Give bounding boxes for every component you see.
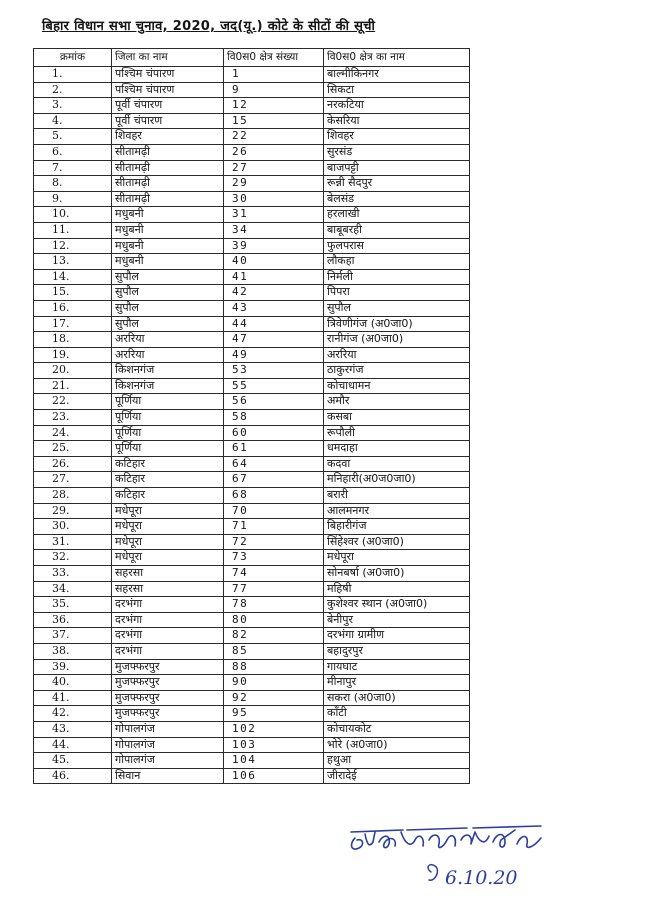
serial-cell: 12. xyxy=(34,238,112,254)
district-cell: पूर्णिया xyxy=(112,425,224,441)
constituency-name-cell: अमौर xyxy=(324,394,470,410)
constituency-name-cell: मधेपूरा xyxy=(324,550,470,566)
table-row xyxy=(34,285,470,301)
district-cell: मधुबनी xyxy=(112,222,224,238)
table-row xyxy=(34,144,470,160)
table-row xyxy=(34,628,470,644)
district-cell: मधुबनी xyxy=(112,238,224,254)
district-cell: सीतामढ़ी xyxy=(112,176,224,192)
table-row xyxy=(34,98,470,114)
constituency-name-cell: पिपरा xyxy=(324,285,470,301)
serial-cell: 25. xyxy=(34,441,112,457)
constituency-number-cell: 26 xyxy=(224,144,324,160)
constituency-number-cell: 67 xyxy=(224,472,324,488)
constituency-number-cell: 41 xyxy=(224,269,324,285)
constituency-name-cell: दरभंगा ग्रामीण xyxy=(324,628,470,644)
serial-cell: 41. xyxy=(34,690,112,706)
table-row xyxy=(34,269,470,285)
district-cell: सुपौल xyxy=(112,269,224,285)
serial-cell: 28. xyxy=(34,488,112,504)
table-row xyxy=(34,675,470,691)
constituency-name-cell: रूपौली xyxy=(324,425,470,441)
district-cell: पूर्णिया xyxy=(112,394,224,410)
constituency-number-cell: 12 xyxy=(224,98,324,114)
serial-cell: 46. xyxy=(34,768,112,784)
constituency-name-cell: नरकटिया xyxy=(324,98,470,114)
district-cell: पश्चिम चंपारण xyxy=(112,82,224,98)
table-row xyxy=(34,472,470,488)
constituency-name-cell: केसरिया xyxy=(324,113,470,129)
district-cell: गोपालगंज xyxy=(112,737,224,753)
district-cell: सीतामढ़ी xyxy=(112,144,224,160)
constituency-number-cell: 30 xyxy=(224,191,324,207)
constituency-number-cell: 85 xyxy=(224,643,324,659)
district-cell: सिवान xyxy=(112,768,224,784)
district-cell: मधेपूरा xyxy=(112,534,224,550)
constituency-number-cell: 9 xyxy=(224,82,324,98)
table-row xyxy=(34,706,470,722)
constituency-name-cell: महिषी xyxy=(324,581,470,597)
constituency-name-cell: भोरे (अ0जा0) xyxy=(324,737,470,753)
table-row xyxy=(34,332,470,348)
table-row xyxy=(34,503,470,519)
constituency-name-cell: कोचाधामन xyxy=(324,378,470,394)
constituency-name-cell: मीनापुर xyxy=(324,675,470,691)
table-row xyxy=(34,129,470,145)
serial-cell: 38. xyxy=(34,643,112,659)
district-cell: सुपौल xyxy=(112,300,224,316)
constituency-number-cell: 34 xyxy=(224,222,324,238)
serial-cell: 9. xyxy=(34,191,112,207)
district-cell: कटिहार xyxy=(112,488,224,504)
constituency-number-cell: 42 xyxy=(224,285,324,301)
district-cell: मुजफ्फरपुर xyxy=(112,659,224,675)
constituency-number-cell: 88 xyxy=(224,659,324,675)
district-cell: मुजफ्फरपुर xyxy=(112,675,224,691)
table-row xyxy=(34,191,470,207)
constituency-number-cell: 78 xyxy=(224,597,324,613)
constituency-number-cell: 15 xyxy=(224,113,324,129)
constituency-number-cell: 104 xyxy=(224,753,324,769)
constituency-name-cell: बाल्मीकिनगर xyxy=(324,67,470,83)
district-cell: गोपालगंज xyxy=(112,753,224,769)
header-constituency-number: वि0स0 क्षेत्र संख्या xyxy=(224,49,324,67)
constituency-name-cell: सकरा (अ0जा0) xyxy=(324,690,470,706)
constituency-number-cell: 27 xyxy=(224,160,324,176)
signature-date: 6.10.20 xyxy=(445,867,518,889)
constituency-name-cell: कसबा xyxy=(324,410,470,426)
constituency-name-cell: मनिहारी(अ0ज0जा0) xyxy=(324,472,470,488)
district-cell: किशनगंज xyxy=(112,378,224,394)
constituency-name-cell: रानीगंज (अ0जा0) xyxy=(324,332,470,348)
table-row xyxy=(34,581,470,597)
serial-cell: 23. xyxy=(34,410,112,426)
serial-cell: 14. xyxy=(34,269,112,285)
district-cell: सीतामढ़ी xyxy=(112,160,224,176)
table-row xyxy=(34,721,470,737)
serial-cell: 24. xyxy=(34,425,112,441)
table-body xyxy=(34,67,470,784)
constituency-name-cell: शिवहर xyxy=(324,129,470,145)
table-row xyxy=(34,176,470,192)
district-cell: सुपौल xyxy=(112,316,224,332)
constituency-number-cell: 106 xyxy=(224,768,324,784)
constituency-name-cell: बरारी xyxy=(324,488,470,504)
serial-cell: 13. xyxy=(34,254,112,270)
serial-cell: 5. xyxy=(34,129,112,145)
table-row xyxy=(34,222,470,238)
constituency-number-cell: 43 xyxy=(224,300,324,316)
constituency-name-cell: सिंहेश्वर (अ0जा0) xyxy=(324,534,470,550)
table-row xyxy=(34,238,470,254)
constituency-number-cell: 70 xyxy=(224,503,324,519)
district-cell: मधुबनी xyxy=(112,254,224,270)
constituency-name-cell: लौकहा xyxy=(324,254,470,270)
table-row xyxy=(34,768,470,784)
constituency-name-cell: आलमनगर xyxy=(324,503,470,519)
constituency-name-cell: सोनबर्षा (अ0जा0) xyxy=(324,566,470,582)
district-cell: दरभंगा xyxy=(112,612,224,628)
constituency-name-cell: काँटी xyxy=(324,706,470,722)
district-cell: शिवहर xyxy=(112,129,224,145)
serial-cell: 44. xyxy=(34,737,112,753)
constituency-number-cell: 53 xyxy=(224,363,324,379)
serial-cell: 39. xyxy=(34,659,112,675)
constituency-number-cell: 95 xyxy=(224,706,324,722)
district-cell: पूर्वी चंपारण xyxy=(112,98,224,114)
constituency-name-cell: बाजपट्टी xyxy=(324,160,470,176)
serial-cell: 27. xyxy=(34,472,112,488)
table-header-row xyxy=(34,49,470,67)
serial-cell: 11. xyxy=(34,222,112,238)
seat-list-table xyxy=(33,48,470,784)
serial-cell: 31. xyxy=(34,534,112,550)
district-cell: गोपालगंज xyxy=(112,721,224,737)
serial-cell: 19. xyxy=(34,347,112,363)
constituency-name-cell: अररिया xyxy=(324,347,470,363)
constituency-number-cell: 60 xyxy=(224,425,324,441)
constituency-number-cell: 72 xyxy=(224,534,324,550)
district-cell: मधेपूरा xyxy=(112,519,224,535)
district-cell: अररिया xyxy=(112,347,224,363)
table-row xyxy=(34,659,470,675)
table-row xyxy=(34,300,470,316)
serial-cell: 35. xyxy=(34,597,112,613)
serial-cell: 10. xyxy=(34,207,112,223)
district-cell: पूर्णिया xyxy=(112,410,224,426)
constituency-number-cell: 31 xyxy=(224,207,324,223)
serial-cell: 16. xyxy=(34,300,112,316)
table-row xyxy=(34,566,470,582)
constituency-name-cell: निर्मली xyxy=(324,269,470,285)
district-cell: मुजफ्फरपुर xyxy=(112,706,224,722)
table-row xyxy=(34,82,470,98)
constituency-number-cell: 1 xyxy=(224,67,324,83)
table-row xyxy=(34,67,470,83)
constituency-number-cell: 73 xyxy=(224,550,324,566)
district-cell: सहरसा xyxy=(112,566,224,582)
constituency-name-cell: हथुआ xyxy=(324,753,470,769)
table-row xyxy=(34,347,470,363)
table-row xyxy=(34,425,470,441)
table-row xyxy=(34,643,470,659)
constituency-number-cell: 74 xyxy=(224,566,324,582)
district-cell: पश्चिम चंपारण xyxy=(112,67,224,83)
constituency-name-cell: ठाकुरगंज xyxy=(324,363,470,379)
constituency-name-cell: धमदाहा xyxy=(324,441,470,457)
serial-cell: 4. xyxy=(34,113,112,129)
constituency-number-cell: 56 xyxy=(224,394,324,410)
constituency-number-cell: 103 xyxy=(224,737,324,753)
serial-cell: 42. xyxy=(34,706,112,722)
serial-cell: 15. xyxy=(34,285,112,301)
table-row xyxy=(34,488,470,504)
constituency-name-cell: रून्नी सैदपुर xyxy=(324,176,470,192)
constituency-name-cell: बेनीपुर xyxy=(324,612,470,628)
constituency-number-cell: 49 xyxy=(224,347,324,363)
serial-cell: 8. xyxy=(34,176,112,192)
constituency-name-cell: सुपौल xyxy=(324,300,470,316)
table-row xyxy=(34,207,470,223)
serial-cell: 33. xyxy=(34,566,112,582)
constituency-name-cell: सिकटा xyxy=(324,82,470,98)
serial-cell: 40. xyxy=(34,675,112,691)
serial-cell: 37. xyxy=(34,628,112,644)
table-row xyxy=(34,597,470,613)
district-cell: कटिहार xyxy=(112,472,224,488)
district-cell: सहरसा xyxy=(112,581,224,597)
district-cell: मधुबनी xyxy=(112,207,224,223)
district-cell: अररिया xyxy=(112,332,224,348)
district-cell: दरभंगा xyxy=(112,628,224,644)
constituency-number-cell: 47 xyxy=(224,332,324,348)
constituency-number-cell: 102 xyxy=(224,721,324,737)
constituency-number-cell: 55 xyxy=(224,378,324,394)
table-row xyxy=(34,534,470,550)
constituency-number-cell: 90 xyxy=(224,675,324,691)
handwritten-signature xyxy=(345,818,555,898)
header-constituency-name: वि0स0 क्षेत्र का नाम xyxy=(324,49,470,67)
constituency-name-cell: बहादुरपुर xyxy=(324,643,470,659)
district-cell: किशनगंज xyxy=(112,363,224,379)
serial-cell: 18. xyxy=(34,332,112,348)
constituency-number-cell: 44 xyxy=(224,316,324,332)
constituency-number-cell: 92 xyxy=(224,690,324,706)
constituency-name-cell: बेलसंड xyxy=(324,191,470,207)
table-row xyxy=(34,113,470,129)
district-cell: सीतामढ़ी xyxy=(112,191,224,207)
constituency-number-cell: 22 xyxy=(224,129,324,145)
district-cell: पूर्णिया xyxy=(112,441,224,457)
serial-cell: 22. xyxy=(34,394,112,410)
constituency-number-cell: 39 xyxy=(224,238,324,254)
table-row xyxy=(34,753,470,769)
constituency-number-cell: 80 xyxy=(224,612,324,628)
serial-cell: 2. xyxy=(34,82,112,98)
serial-cell: 36. xyxy=(34,612,112,628)
district-cell: दरभंगा xyxy=(112,643,224,659)
serial-cell: 20. xyxy=(34,363,112,379)
table-row xyxy=(34,410,470,426)
district-cell: सुपौल xyxy=(112,285,224,301)
constituency-number-cell: 61 xyxy=(224,441,324,457)
constituency-number-cell: 58 xyxy=(224,410,324,426)
document-title: बिहार विधान सभा चुनाव, 2020, जद(यू.) कोटे के सीटों की सूची xyxy=(42,19,376,34)
constituency-name-cell: बाबूबरही xyxy=(324,222,470,238)
table-row xyxy=(34,456,470,472)
table-row xyxy=(34,316,470,332)
serial-cell: 1. xyxy=(34,67,112,83)
constituency-name-cell: कोचायकोट xyxy=(324,721,470,737)
serial-cell: 34. xyxy=(34,581,112,597)
district-cell: पूर्वी चंपारण xyxy=(112,113,224,129)
constituency-number-cell: 82 xyxy=(224,628,324,644)
serial-cell: 43. xyxy=(34,721,112,737)
constituency-name-cell: त्रिवेणीगंज (अ0जा0) xyxy=(324,316,470,332)
constituency-name-cell: बिहारीगंज xyxy=(324,519,470,535)
table-row xyxy=(34,378,470,394)
table-row xyxy=(34,737,470,753)
serial-cell: 21. xyxy=(34,378,112,394)
serial-cell: 45. xyxy=(34,753,112,769)
district-cell: कटिहार xyxy=(112,456,224,472)
serial-cell: 3. xyxy=(34,98,112,114)
district-cell: दरभंगा xyxy=(112,597,224,613)
serial-cell: 29. xyxy=(34,503,112,519)
constituency-name-cell: कदवा xyxy=(324,456,470,472)
serial-cell: 30. xyxy=(34,519,112,535)
table-row xyxy=(34,550,470,566)
serial-cell: 6. xyxy=(34,144,112,160)
header-serial: क्रमांक xyxy=(34,49,112,67)
table-row xyxy=(34,612,470,628)
constituency-name-cell: हरलाखी xyxy=(324,207,470,223)
constituency-number-cell: 68 xyxy=(224,488,324,504)
constituency-number-cell: 77 xyxy=(224,581,324,597)
serial-cell: 7. xyxy=(34,160,112,176)
serial-cell: 32. xyxy=(34,550,112,566)
constituency-name-cell: जीरादेई xyxy=(324,768,470,784)
district-cell: मुजफ्फरपुर xyxy=(112,690,224,706)
table-row xyxy=(34,394,470,410)
table-row xyxy=(34,690,470,706)
constituency-name-cell: सुरसंड xyxy=(324,144,470,160)
table-row xyxy=(34,160,470,176)
district-cell: मधेपूरा xyxy=(112,503,224,519)
table-row xyxy=(34,254,470,270)
table-row xyxy=(34,441,470,457)
constituency-name-cell: फुलपरास xyxy=(324,238,470,254)
table-row xyxy=(34,363,470,379)
constituency-number-cell: 71 xyxy=(224,519,324,535)
constituency-name-cell: गायघाट xyxy=(324,659,470,675)
serial-cell: 17. xyxy=(34,316,112,332)
constituency-number-cell: 29 xyxy=(224,176,324,192)
serial-cell: 26. xyxy=(34,456,112,472)
constituency-name-cell: कुशेश्वर स्थान (अ0जा0) xyxy=(324,597,470,613)
table-row xyxy=(34,519,470,535)
district-cell: मधेपूरा xyxy=(112,550,224,566)
constituency-number-cell: 40 xyxy=(224,254,324,270)
constituency-number-cell: 64 xyxy=(224,456,324,472)
header-district: जिला का नाम xyxy=(112,49,224,67)
